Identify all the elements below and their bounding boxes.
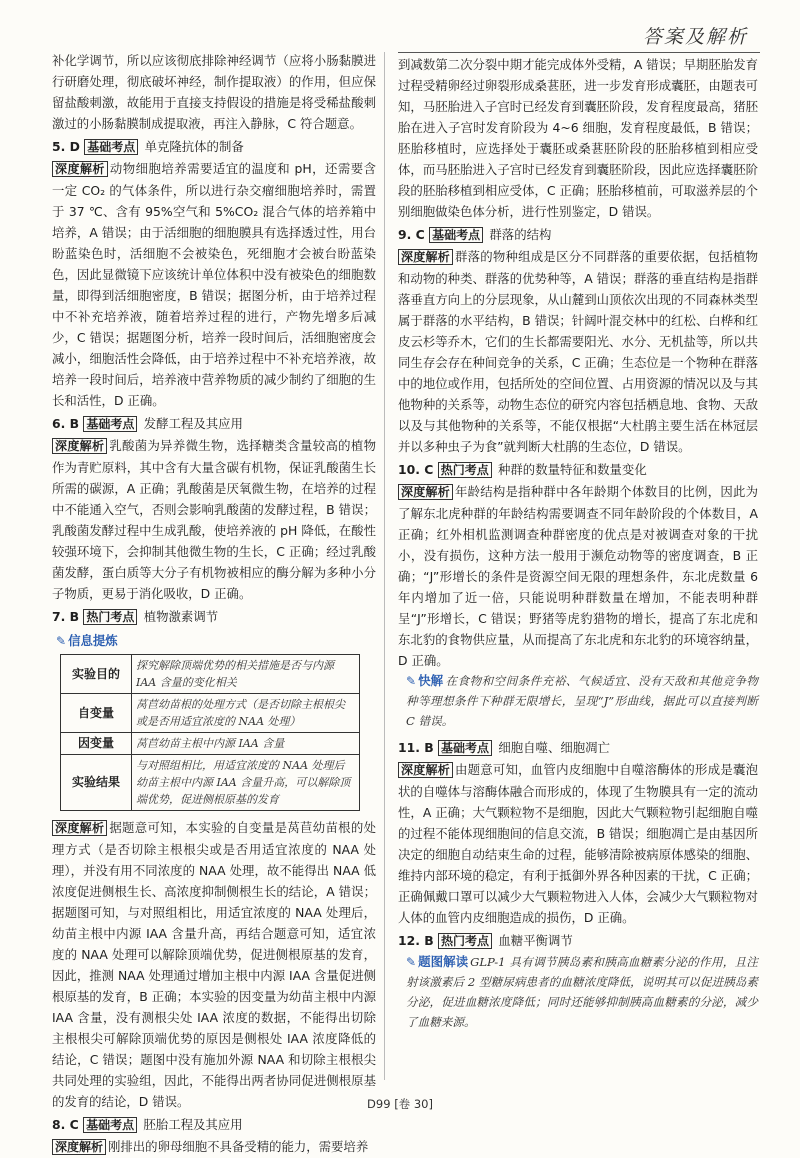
left-column <box>52 50 376 1158</box>
q7-info-title <box>56 630 376 652</box>
q9-analysis <box>398 246 758 457</box>
q6-heading <box>52 413 376 435</box>
table-key: 因变量 <box>61 733 132 755</box>
q8-tag: 基础考点 <box>83 1117 137 1133</box>
q5-analysis-label: 深度解析 <box>52 161 108 177</box>
q11-tag: 基础考点 <box>438 740 492 756</box>
table-row <box>61 655 360 694</box>
table-value: 探究解除顶端优势的相关措施是否与内源 IAA 含量的变化相关 <box>132 655 360 694</box>
q5-number: 5. D <box>52 139 80 154</box>
q11-analysis-label: 深度解析 <box>398 762 453 778</box>
table-value: 与对照组相比，用适宜浓度的 NAA 处理后幼苗主根中内源 IAA 含量升高，可以解除顶端优势，促进侧根原基的发育 <box>132 755 360 811</box>
header-rule <box>398 52 760 53</box>
column-divider <box>384 52 385 1080</box>
q12-number: 12. B <box>398 933 434 948</box>
q8-analysis-text: 刚排出的卵母细胞不具备受精的能力，需要培养 <box>108 1139 369 1154</box>
q7-topic: 植物激素调节 <box>143 609 219 624</box>
q10-heading <box>398 459 758 481</box>
q12-tip-label: 题图解读 <box>418 954 469 969</box>
q12-tip-text: GLP-1 具有调节胰岛素和胰高血糖素分泌的作用，且注射该激素后 2 型糖尿病患者的血糖浓度降低，说明其可以促进胰岛素分泌，促进血糖浓度降低；同时还能够抑制胰高血糖素的分泌，减少了血糖来源。 <box>406 955 758 1029</box>
q5-analysis-text: 动物细胞培养需要适宜的温度和 pH，还需要含一定 CO₂ 的气体条件，所以进行杂交瘤细胞培养时，需置于 37 ℃、含有 95%空气和 5%CO₂ 混合气体的培养箱中培养，A 错误；由于活细胞的细胞膜具有选择透过性，用台盼蓝染色时，活细胞不会被染色，死细胞才会被台盼蓝染色，因此显微镜下应该统计单位体积中没有被染色的细胞数量，即得到活细胞密度，B 错误；据图分析，由于培养过程中不补充培养液，随着培养过程的进行，产物先增多后减少，C 错误；据题图分析，培养一段时间后，活细胞密度会减小，细胞活性会降低，由于培养过程中不补充培养液，故培养一段时间后，培养液中营养物质的减少制约了细胞的生长和活性，D 正确。 <box>52 161 376 408</box>
q9-tag: 基础考点 <box>429 227 483 243</box>
q8-number: 8. C <box>52 1117 79 1132</box>
q6-analysis-label: 深度解析 <box>52 438 107 454</box>
q10-analysis-text: 年龄结构是指种群中各年龄期个体数目的比例，因此为了解东北虎种群的年龄结构需要调查不同年龄阶段的个体数目，A 正确；红外相机监测调查种群密度的优点是对被调查对象的干扰小，没有损伤，这种方法一般用于濒危动物等的密度调查，B 正确；“J”形增长的条件是资源空间无限的理想条件，东北虎数量 6 年内增加了近一倍，只能说明种群数量在增加，不能表明种群呈“J”形增长，C 错误；野猪等虎豹猎物的增长，提高了东北虎和东北豹的食物供应量，从而提高了东北虎和东北豹的环境容纳量，D 正确。 <box>398 484 758 668</box>
q7-info-title-text: 信息提炼 <box>68 633 118 648</box>
q10-topic: 种群的数量特征和数量变化 <box>498 462 647 477</box>
q6-analysis <box>52 435 376 604</box>
q8-topic: 胚胎工程及其应用 <box>143 1117 243 1132</box>
table-value: 莴苣幼苗主根中内源 IAA 含量 <box>132 733 360 755</box>
q12-tip <box>406 952 758 1032</box>
q9-analysis-text: 群落的物种组成是区分不同群落的重要依据，包括植物和动物的种类、群落的优势种等，A 错误；群落的垂直结构是指群落垂直方向上的分层现象，从山麓到山顶依次出现的不同森林类型属于群落的水平结构，B 错误；针阔叶混交林中的红松、白桦和红皮云杉等乔木，它们的生长都需要阳光、水分、无机盐等，所以共同生存会存在种间竞争的关系，C 正确；生态位是一个物种在群落中的地位或作用，包括所处的空间位置、占用资源的情况以及与其他物种的关系等，动物生态位的研究内容包括栖息地、食物、天敌以及与其他物种的关系等，不能仅根据“大杜鹃主要生活在林冠层并以多种虫子为食”就判断大杜鹃的生态位，D 错误。 <box>398 249 758 454</box>
q8-analysis <box>52 1136 376 1158</box>
q7-heading <box>52 606 376 628</box>
q9-heading <box>398 224 758 246</box>
q7-analysis-label: 深度解析 <box>52 820 107 836</box>
q9-number: 9. C <box>398 227 425 242</box>
q12-heading <box>398 930 758 952</box>
q10-tag: 热门考点 <box>438 462 492 478</box>
right-continuation: 到减数第二次分裂中期才能完成体外受精，A 错误；早期胚胎发育过程受精卵经过卵裂形成桑葚胚，进一步发育形成囊胚，由题表可知，马胚胎进入子宫时已经发育到囊胚阶段，发育程度最高，猪胚胎在进入子宫时发育阶段为 4~6 细胞，发育程度最低，B 错误；胚胎移植时，应选择处于囊胚或桑葚胚阶段的胚胎移植到相应受体，而马胚胎进入子宫时已经发育到囊胚阶段，因此应选择囊胚阶段的胚胎移植到相应受体，C 正确；胚胎移植前，可取滋养层的个别细胞做染色体分析，进行性别鉴定，D 错误。 <box>398 57 758 219</box>
q7-analysis-text: 据题意可知，本实验的自变量是莴苣幼苗根的处理方式（是否切除主根根尖或是否用适宜浓度的 NAA 处理），并没有用不同浓度的 NAA 处理，故不能得出 NAA 低浓度促进侧根生长、高浓度抑制侧根生长的结论，A 错误；据题图可知，与对照组相比，用适宜浓度的 NAA 处理后，幼苗主根中内源 IAA 含量升高，再结合题意可知，适宜浓度的 NAA 处理可以解除顶端优势，促进侧根原基的发育，因此，推测 NAA 处理通过增加主根中内源 IAA 含量促进侧根原基的发育，B 正确；本实验的因变量为幼苗主根中内源 IAA 含量，没有测根尖处 IAA 浓度的数据，不能得出切除主根根尖可解除顶端优势的原因是侧根处 IAA 浓度降低的结论，C 错误；题图中没有施加外源 NAA 和切除主根根尖共同处理的实验组，因此，不能得出两者协同促进侧根原基的发育的结论，D 错误。 <box>52 820 376 1109</box>
pencil-icon: ✎ <box>56 634 67 648</box>
q5-tag: 基础考点 <box>84 139 138 155</box>
q5-heading <box>52 136 376 158</box>
q6-tag: 基础考点 <box>83 416 137 432</box>
page-footer: D99 [卷 30] <box>367 1097 433 1111</box>
q11-number: 11. B <box>398 740 434 755</box>
q11-topic: 细胞自噬、细胞凋亡 <box>498 740 610 755</box>
q12-topic: 血糖平衡调节 <box>498 933 573 948</box>
q10-analysis-label: 深度解析 <box>398 484 453 500</box>
table-row <box>61 694 360 733</box>
q9-topic: 群落的结构 <box>489 227 552 242</box>
q6-analysis-text: 乳酸菌为异养微生物，选择糖类含量较高的植物作为青贮原料，其中含有大量含碳有机物，保证乳酸菌生长所需的碳源，A 正确；乳酸菌是厌氧微生物，在培养的过程中不能通入空气，否则会影响乳酸菌的发酵过程，B 错误；乳酸菌发酵过程中生成乳酸，使培养液的 pH 降低，在酸性较强环境下，会抑制其他微生物的生长，C 正确；经过乳酸菌发酵，蛋白质等大分子有机物被相应的酶分解为多种小分子物质，更易于消化吸收，D 正确。 <box>52 438 376 601</box>
q9-analysis-label: 深度解析 <box>398 249 453 265</box>
q6-number: 6. B <box>52 416 80 431</box>
q7-analysis <box>52 817 376 1112</box>
q10-tip <box>406 671 758 731</box>
q11-heading <box>398 737 758 759</box>
table-row <box>61 733 360 755</box>
table-value: 莴苣幼苗根的处理方式（是否切除主根根尖或是否用适宜浓度的 NAA 处理） <box>132 694 360 733</box>
q10-number: 10. C <box>398 462 434 477</box>
left-continuation: 补化学调节，所以应该彻底排除神经调节（应将小肠黏膜进行研磨处理，彻底破坏神经，制作提取液）的作用，但应保留盐酸刺激，故能用于直接支持假设的措施是将受稀盐酸刺激过的小肠黏膜制成提取液，再注入静脉，C 符合题意。 <box>52 53 376 131</box>
q7-tag: 热门考点 <box>83 609 137 625</box>
q7-info-table <box>60 654 360 811</box>
q5-topic: 单克隆抗体的制备 <box>144 139 244 154</box>
q11-analysis-text: 由题意可知，血管内皮细胞中自噬溶酶体的形成是囊泡状的自噬体与溶酶体融合而形成的，体现了生物膜具有一定的流动性，A 正确；大气颗粒物不是细胞，因此大气颗粒物引起细胞自噬的过程不能体现细胞间的信息交流，B 错误；细胞凋亡是由基因所决定的细胞自动结束生命的过程，能够清除被病原体感染的细胞、维持内部环境的稳定，有利于抵御外界各种因素的干扰，C 正确；正确佩戴口罩可以减少大气颗粒物进入人体，会减少大气颗粒物对人体的血管内皮细胞造成的损伤，D 正确。 <box>398 762 758 925</box>
q10-tip-text: 在食物和空间条件充裕、气候适宜、没有天敌和其他竞争物种等理想条件下种群无限增长，呈现“J”形曲线，据此可以直接判断 C 错误。 <box>406 674 758 728</box>
table-key: 实验结果 <box>61 755 132 811</box>
q10-analysis <box>398 481 758 671</box>
table-key: 自变量 <box>61 694 132 733</box>
q7-number: 7. B <box>52 609 80 624</box>
q8-heading <box>52 1114 376 1136</box>
q8-analysis-label: 深度解析 <box>52 1139 106 1155</box>
pencil-icon: ✎ <box>406 674 417 688</box>
q6-topic: 发酵工程及其应用 <box>143 416 243 431</box>
q12-tag: 热门考点 <box>438 933 492 949</box>
q10-tip-label: 快解 <box>418 673 444 688</box>
pencil-icon: ✎ <box>406 955 417 969</box>
table-row <box>61 755 360 811</box>
q5-analysis <box>52 158 376 411</box>
table-key: 实验目的 <box>61 655 132 694</box>
q11-analysis <box>398 759 758 928</box>
right-column <box>398 54 758 1032</box>
header-title: 答案及解析 <box>642 26 748 48</box>
